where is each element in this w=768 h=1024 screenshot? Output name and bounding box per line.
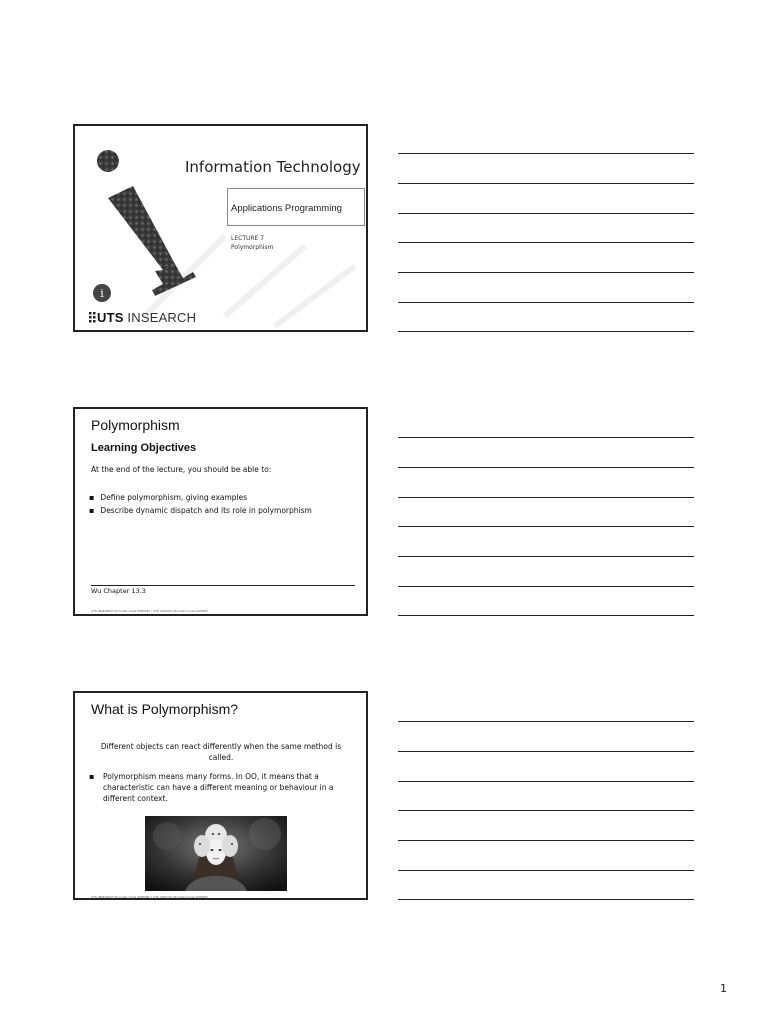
lecture-info — [231, 234, 274, 252]
svg-text:i: i — [100, 287, 104, 300]
brand-uts: UTS — [97, 310, 124, 325]
title-slide-artwork — [75, 126, 366, 330]
footer-divider — [91, 585, 355, 586]
dark-sphere-icon — [97, 150, 119, 172]
large-one-glyph — [108, 186, 196, 296]
uts-logo-mark — [89, 312, 96, 323]
slide-1-heading: Information Technology — [185, 158, 361, 176]
slide-3-intro: Different objects can react differently when the same method is called. — [100, 742, 342, 762]
lecture-number: LECTURE 7 — [231, 235, 265, 242]
page-number: 1 — [720, 982, 727, 995]
slide-2-heading: Polymorphism — [91, 417, 180, 433]
brand-insearch: INSEARCH — [127, 310, 197, 325]
objective-item: ▪ Describe dynamic dispatch and its role in polymorphism — [89, 504, 312, 517]
objective-item: ▪ Define polymorphism, giving examples — [89, 491, 312, 504]
slide-2-subheading: Learning Objectives — [91, 442, 197, 454]
slide-3-heading: What is Polymorphism? — [91, 701, 239, 717]
slide-2-intro: At the end of the lecture, you should be able to: — [91, 465, 272, 474]
slide-3-what-is-polymorphism — [73, 691, 368, 900]
bullet-marker: ▪ — [89, 772, 95, 781]
slide-1-title — [73, 124, 368, 332]
slide-2-reference: Wu Chapter 13.3 — [91, 587, 146, 595]
slide-2-learning-objectives — [73, 407, 368, 616]
subject-label: Applications Programming — [231, 203, 342, 214]
masks-photo — [145, 816, 287, 891]
objectives-list — [89, 491, 312, 517]
brand-logo — [97, 310, 196, 325]
slide-2-copyright: UTS INSEARCH (Provider Code 00859D) | UTS CRICOS (Provider Code 00099F) — [91, 609, 208, 613]
lecture-topic: Polymorphism — [231, 244, 274, 251]
slide-3-copyright: UTS INSEARCH (Provider Code 00859D) | UTS CRICOS (Provider Code 00099F) — [91, 895, 208, 899]
slide-3-bullet-text: Polymorphism means many forms. In OO, it means that a characteristic can have a different meaning or behaviour in a different context. — [103, 772, 334, 803]
